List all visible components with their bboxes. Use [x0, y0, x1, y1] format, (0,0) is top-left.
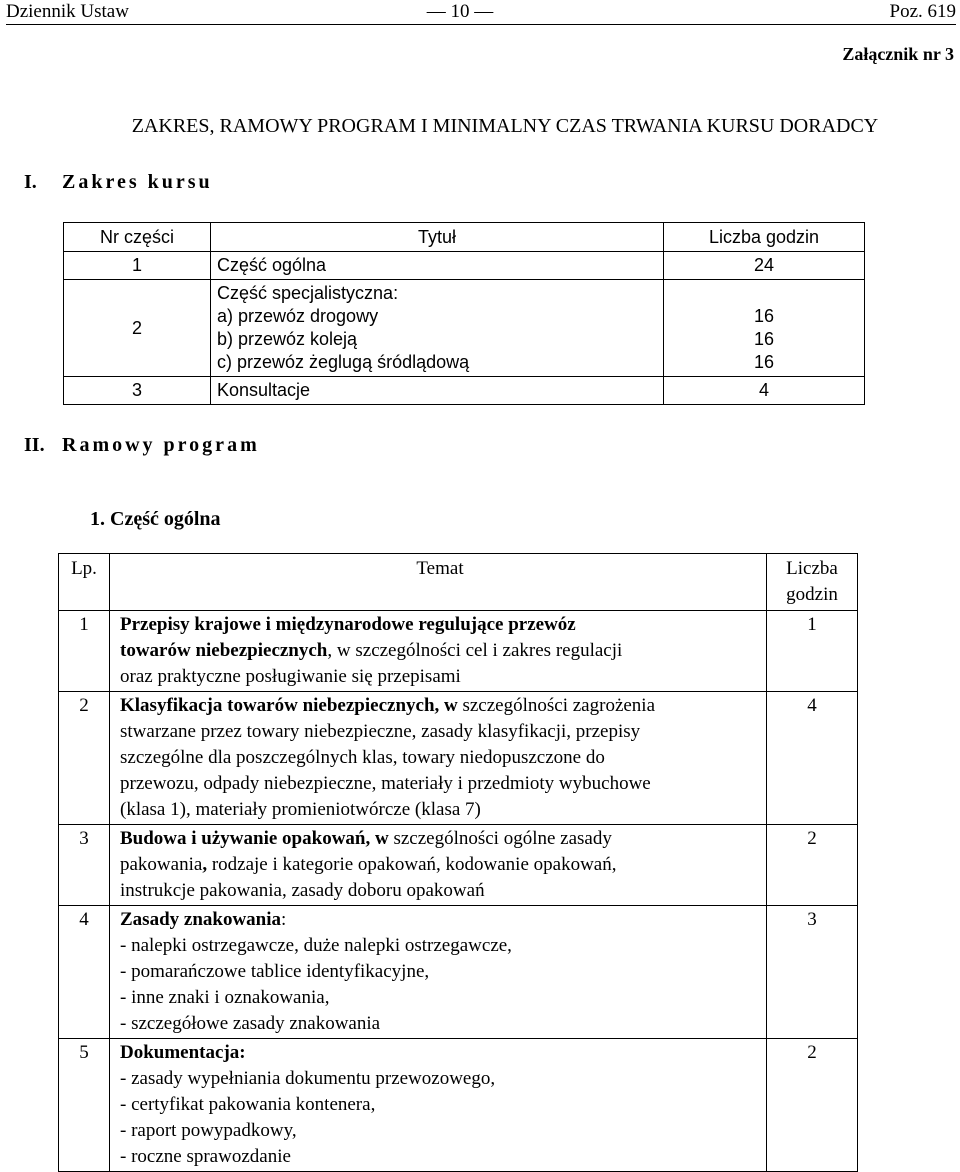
journal-name: Dziennik Ustaw — [6, 1, 129, 22]
header-topic: Temat — [110, 554, 767, 611]
page-number: — 10 — — [426, 1, 494, 22]
table-row — [64, 280, 865, 377]
section-number: II. — [24, 434, 45, 456]
part-number: 1 — [64, 252, 211, 280]
row-number: 5 — [59, 1039, 110, 1172]
annex-label: Załącznik nr 3 — [842, 44, 954, 64]
section-label: Zakres kursu — [62, 171, 213, 193]
position-number: Poz. 619 — [889, 1, 956, 22]
section-label: Ramowy program — [62, 434, 260, 456]
part-number: 2 — [64, 280, 211, 377]
section-heading-scope — [24, 171, 213, 194]
header-lp: Lp. — [59, 554, 110, 611]
row-topic: Budowa i używanie opakowań, w szczególności ogólne zasady pakowania, rodzaje i kategorie opakowań, kodowanie opakowań, instrukcje pakowania, zasady doboru opakowań — [110, 825, 767, 906]
header-hours: Liczba godzin — [664, 223, 865, 252]
section-heading-program — [24, 434, 260, 457]
table-row — [59, 611, 858, 692]
header-part-number: Nr części — [64, 223, 211, 252]
table-header-row — [64, 223, 865, 252]
table-row — [59, 825, 858, 906]
row-hours: 4 — [767, 692, 858, 825]
row-topic: Dokumentacja: - zasady wypełniania dokumentu przewozowego, - certyfikat pakowania kontenera, - raport powypadkowy, - roczne sprawozdanie — [110, 1039, 767, 1172]
part-hours: 24 — [664, 252, 865, 280]
row-hours: 2 — [767, 825, 858, 906]
title-line: c) przewóz żeglugą śródlądową — [217, 352, 470, 372]
row-number: 1 — [59, 611, 110, 692]
subsection-heading: 1. Część ogólna — [90, 508, 221, 530]
title-line: b) przewóz koleją — [217, 329, 358, 349]
hours-value: 16 — [753, 352, 775, 372]
header-title: Tytuł — [211, 223, 664, 252]
page-header — [6, 0, 956, 25]
table-row — [59, 906, 858, 1039]
part-hours — [664, 280, 865, 377]
row-number: 3 — [59, 825, 110, 906]
part-title: Konsultacje — [211, 377, 664, 405]
title-line: Część specjalistyczna: — [217, 283, 399, 303]
course-scope-table — [63, 222, 865, 405]
hours-value: 16 — [753, 329, 775, 349]
header-hours: Liczba godzin — [767, 554, 858, 611]
row-hours: 1 — [767, 611, 858, 692]
row-hours: 3 — [767, 906, 858, 1039]
part-hours: 4 — [664, 377, 865, 405]
row-topic: Klasyfikacja towarów niebezpiecznych, w szczególności zagrożenia stwarzane przez towary niebezpieczne, zasady klasyfikacji, przepisy szczególne dla poszczególnych klas, towary niedopuszczone do przewozu, odpady niebezpieczne, materiały i przedmioty wybuchowe (klasa 1), materiały promieniotwórcze (klasa 7) — [110, 692, 767, 825]
row-number: 2 — [59, 692, 110, 825]
hours-value: 16 — [753, 306, 775, 326]
table-header-row — [59, 554, 858, 611]
row-hours: 2 — [767, 1039, 858, 1172]
table-row — [59, 1039, 858, 1172]
table-row — [64, 377, 865, 405]
row-topic: Zasady znakowania: - nalepki ostrzegawcze, duże nalepki ostrzegawcze, - pomarańczowe tablice identyfikacyjne, - inne znaki i oznakowania, - szczegółowe zasady znakowania — [110, 906, 767, 1039]
document-title: ZAKRES, RAMOWY PROGRAM I MINIMALNY CZAS TRWANIA KURSU DORADCY — [131, 115, 879, 137]
row-number: 4 — [59, 906, 110, 1039]
table-row — [59, 692, 858, 825]
program-table — [58, 553, 858, 1172]
part-number: 3 — [64, 377, 211, 405]
part-title: Część ogólna — [211, 252, 664, 280]
table-row — [64, 252, 865, 280]
part-title — [211, 280, 664, 377]
section-number: I. — [24, 171, 37, 193]
title-line: a) przewóz drogowy — [217, 306, 379, 326]
row-topic: Przepisy krajowe i międzynarodowe regulujące przewóz towarów niebezpiecznych, w szczególności cel i zakres regulacji oraz praktyczne posługiwanie się przepisami — [110, 611, 767, 692]
